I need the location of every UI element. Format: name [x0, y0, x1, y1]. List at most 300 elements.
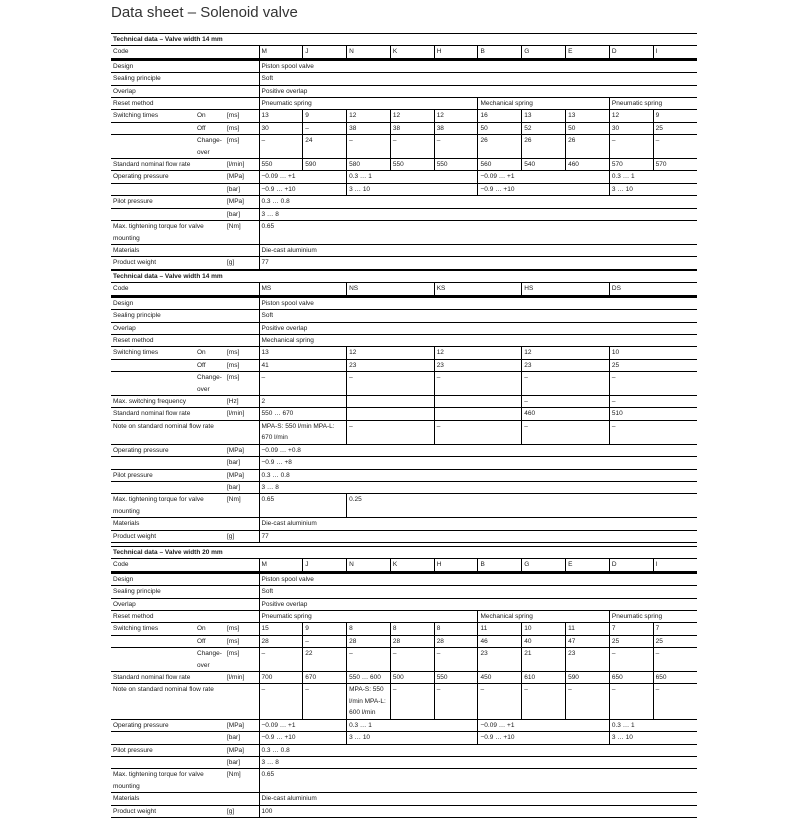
table-row: [111, 322, 697, 334]
row-label: Max. tightening torque for valve mounting: [111, 494, 225, 518]
value-cell: [347, 396, 435, 408]
row-label: Sealing principle: [111, 73, 225, 85]
value-cell: 3 … 10: [347, 183, 478, 195]
value-cell: 670: [303, 672, 347, 684]
row-sub-label: On: [195, 110, 225, 122]
row-unit: [225, 420, 259, 444]
code-header-cell: G: [522, 559, 566, 572]
technical-data-table-14mm: [111, 33, 697, 270]
value-cell: Positive overlap: [259, 85, 697, 97]
table-row: [111, 372, 697, 396]
table-row: [111, 611, 697, 623]
value-cell: 0.3 … 1: [347, 171, 478, 183]
table-row: [111, 159, 697, 171]
table-row: [111, 347, 697, 359]
row-unit: [225, 335, 259, 347]
value-cell: Mechanical spring: [259, 335, 697, 347]
value-cell: 3 … 10: [609, 732, 697, 744]
value-cell: 610: [522, 672, 566, 684]
value-cell: 590: [303, 159, 347, 171]
table-row: [111, 684, 697, 719]
row-unit: [l/min]: [225, 159, 259, 171]
row-unit: [Nm]: [225, 221, 259, 245]
value-cell: 13: [522, 110, 566, 122]
row-label: Max. switching frequency: [111, 396, 225, 408]
value-cell: 26: [566, 135, 610, 159]
row-unit: [ms]: [225, 372, 259, 396]
row-unit: [Hz]: [225, 396, 259, 408]
row-label: Reset method: [111, 335, 225, 347]
value-cell: [434, 396, 522, 408]
row-unit: [225, 98, 259, 110]
row-unit: [Nm]: [225, 494, 259, 518]
row-label: Standard nominal flow rate: [111, 408, 225, 420]
row-unit: [MPa]: [225, 719, 259, 731]
row-unit: [ms]: [225, 623, 259, 635]
value-cell: 12: [390, 110, 434, 122]
row-unit: [MPa]: [225, 196, 259, 208]
row-unit: [225, 296, 259, 309]
row-unit: [225, 572, 259, 585]
value-cell: 23: [347, 359, 435, 371]
value-cell: –: [259, 648, 303, 672]
row-label: Design: [111, 59, 225, 72]
table-row: [111, 221, 697, 245]
row-unit: [225, 518, 259, 530]
value-cell: –: [653, 135, 697, 159]
row-label: [111, 208, 225, 220]
value-cell: 28: [259, 635, 303, 647]
row-label: Overlap: [111, 85, 225, 97]
row-label: Design: [111, 296, 225, 309]
code-header-row: [111, 559, 697, 572]
table-row: [111, 598, 697, 610]
row-sub-label: Change-over: [195, 135, 225, 159]
code-header-cell: D: [609, 559, 653, 572]
code-header-cell: D: [609, 46, 653, 59]
code-header-cell: K: [390, 46, 434, 59]
value-cell: −0.9 … +8: [259, 457, 697, 469]
row-label: Design: [111, 572, 225, 585]
code-header-cell: E: [566, 46, 610, 59]
value-cell: –: [609, 684, 653, 719]
row-unit: [bar]: [225, 183, 259, 195]
value-cell: Die-cast aluminium: [259, 793, 697, 805]
code-header-cell: E: [566, 559, 610, 572]
value-cell: 0.3 … 0.8: [259, 196, 697, 208]
row-unit: [bar]: [225, 756, 259, 768]
value-cell: −0.9 … +10: [478, 732, 609, 744]
value-cell: 510: [609, 408, 697, 420]
row-sub-label: Off: [195, 635, 225, 647]
code-header-cell: J: [303, 559, 347, 572]
value-cell: Soft: [259, 586, 697, 598]
value-cell: 8: [347, 623, 391, 635]
value-cell: 21: [522, 648, 566, 672]
row-unit: [225, 793, 259, 805]
code-header-cell: KS: [434, 283, 522, 296]
value-cell: –: [478, 684, 522, 719]
row-label: Pilot pressure: [111, 744, 225, 756]
row-label: [111, 732, 225, 744]
value-cell: 28: [390, 635, 434, 647]
table-row: [111, 257, 697, 269]
row-sub-label: Change-over: [195, 372, 225, 396]
value-cell: 590: [566, 672, 610, 684]
value-cell: –: [259, 135, 303, 159]
value-cell: Pneumatic spring: [609, 611, 697, 623]
value-cell: MPA-S: 550 l/min MPA-L: 600 l/min: [347, 684, 391, 719]
row-label: [111, 359, 195, 371]
table-row: [111, 98, 697, 110]
value-cell: 25: [653, 635, 697, 647]
value-cell: –: [609, 396, 697, 408]
row-unit: [MPa]: [225, 171, 259, 183]
value-cell: 550 … 600: [347, 672, 391, 684]
row-unit: [bar]: [225, 457, 259, 469]
value-cell: Piston spool valve: [259, 59, 697, 72]
value-cell: 3 … 10: [347, 732, 478, 744]
table-row: [111, 648, 697, 672]
value-cell: 0.3 … 0.8: [259, 469, 697, 481]
table-row: [111, 469, 697, 481]
value-cell: –: [434, 684, 478, 719]
table-row: [111, 572, 697, 585]
value-cell: Positive overlap: [259, 322, 697, 334]
table-row: [111, 59, 697, 72]
table-title-row: [111, 547, 697, 559]
technical-data-table-20mm: [111, 546, 697, 818]
value-cell: –: [303, 635, 347, 647]
value-cell: 460: [566, 159, 610, 171]
value-cell: –: [522, 684, 566, 719]
value-cell: 38: [347, 122, 391, 134]
value-cell: 40: [522, 635, 566, 647]
row-label: Materials: [111, 244, 225, 256]
table-row: [111, 457, 697, 469]
value-cell: 25: [653, 122, 697, 134]
table-row: [111, 183, 697, 195]
value-cell: 15: [259, 623, 303, 635]
value-cell: 3 … 10: [609, 183, 697, 195]
row-unit: [MPa]: [225, 469, 259, 481]
row-unit: [ms]: [225, 347, 259, 359]
value-cell: –: [609, 135, 653, 159]
row-unit: [ms]: [225, 122, 259, 134]
row-unit: [g]: [225, 805, 259, 817]
value-cell: 77: [259, 257, 697, 269]
value-cell: Mechanical spring: [478, 98, 609, 110]
value-cell: –: [609, 648, 653, 672]
value-cell: 13: [259, 110, 303, 122]
row-unit: [bar]: [225, 481, 259, 493]
value-cell: Soft: [259, 310, 697, 322]
table-row: [111, 719, 697, 731]
value-cell: −0.9 … +10: [478, 183, 609, 195]
table-row: [111, 208, 697, 220]
value-cell: Pneumatic spring: [259, 611, 478, 623]
code-header-cell: I: [653, 559, 697, 572]
value-cell: 0.65: [259, 769, 697, 793]
value-cell: Die-cast aluminium: [259, 244, 697, 256]
code-header-cell: N: [347, 46, 391, 59]
value-cell: –: [259, 372, 347, 396]
row-unit: [ms]: [225, 635, 259, 647]
value-cell: –: [434, 420, 522, 444]
value-cell: 30: [609, 122, 653, 134]
value-cell: 0.3 … 1: [609, 719, 697, 731]
value-cell: 12: [609, 110, 653, 122]
code-header-row: [111, 283, 697, 296]
value-cell: 13: [259, 347, 347, 359]
value-cell: –: [303, 122, 347, 134]
row-label: Standard nominal flow rate: [111, 672, 225, 684]
value-cell: 450: [478, 672, 522, 684]
row-unit: [225, 85, 259, 97]
row-label: [111, 648, 195, 672]
row-unit: [225, 59, 259, 72]
value-cell: 12: [347, 110, 391, 122]
table-row: [111, 793, 697, 805]
value-cell: –: [347, 372, 435, 396]
value-cell: –: [434, 372, 522, 396]
value-cell: 10: [609, 347, 697, 359]
row-label: Pilot pressure: [111, 469, 225, 481]
value-cell: 650: [653, 672, 697, 684]
value-cell: 0.65: [259, 494, 347, 518]
value-cell: 26: [478, 135, 522, 159]
value-cell: Piston spool valve: [259, 572, 697, 585]
value-cell: [347, 408, 435, 420]
value-cell: 23: [434, 359, 522, 371]
table-row: [111, 494, 697, 518]
value-cell: 26: [522, 135, 566, 159]
row-unit: [bar]: [225, 208, 259, 220]
row-label: Reset method: [111, 98, 225, 110]
value-cell: 550: [390, 159, 434, 171]
table-row: [111, 396, 697, 408]
value-cell: –: [566, 684, 610, 719]
code-label: Code: [111, 46, 259, 59]
value-cell: Pneumatic spring: [259, 98, 478, 110]
row-label: Switching times: [111, 623, 195, 635]
row-label: Product weight: [111, 257, 225, 269]
value-cell: 0.3 … 1: [609, 171, 697, 183]
row-unit: [ms]: [225, 135, 259, 159]
value-cell: 550: [434, 672, 478, 684]
row-label: [111, 756, 225, 768]
row-label: Switching times: [111, 110, 195, 122]
row-unit: [225, 586, 259, 598]
row-label: Sealing principle: [111, 586, 225, 598]
row-unit: [ms]: [225, 359, 259, 371]
value-cell: MPA-S: 550 l/min MPA-L: 670 l/min: [259, 420, 347, 444]
value-cell: 0.25: [347, 494, 697, 518]
value-cell: 0.3 … 1: [347, 719, 478, 731]
value-cell: 460: [522, 408, 610, 420]
value-cell: 50: [478, 122, 522, 134]
value-cell: 3 … 8: [259, 756, 697, 768]
value-cell: 23: [566, 648, 610, 672]
row-label: Materials: [111, 793, 225, 805]
row-sub-label: Off: [195, 359, 225, 371]
code-header-row: [111, 46, 697, 59]
row-unit: [225, 322, 259, 334]
value-cell: 500: [390, 672, 434, 684]
table-row: [111, 85, 697, 97]
value-cell: 0.65: [259, 221, 697, 245]
value-cell: –: [347, 135, 391, 159]
row-label: Reset method: [111, 611, 225, 623]
value-cell: 3 … 8: [259, 208, 697, 220]
value-cell: 100: [259, 805, 697, 817]
value-cell: [434, 408, 522, 420]
row-unit: [l/min]: [225, 408, 259, 420]
value-cell: 0.3 … 0.8: [259, 744, 697, 756]
table-row: [111, 518, 697, 530]
row-unit: [Nm]: [225, 769, 259, 793]
row-label: [111, 481, 225, 493]
value-cell: Positive overlap: [259, 598, 697, 610]
table-row: [111, 805, 697, 817]
table-row: [111, 756, 697, 768]
code-header-cell: M: [259, 559, 303, 572]
value-cell: 550: [434, 159, 478, 171]
table-row: [111, 635, 697, 647]
value-cell: 16: [478, 110, 522, 122]
value-cell: 9: [653, 110, 697, 122]
table-row: [111, 672, 697, 684]
table-title: Technical data – Valve width 20 mm: [111, 547, 697, 559]
value-cell: −0.9 … +10: [259, 732, 347, 744]
value-cell: 540: [522, 159, 566, 171]
row-unit: [MPa]: [225, 744, 259, 756]
value-cell: 550: [259, 159, 303, 171]
row-sub-label: On: [195, 347, 225, 359]
code-label: Code: [111, 559, 259, 572]
row-sub-label: On: [195, 623, 225, 635]
row-label: Note on standard nominal flow rate: [111, 684, 225, 719]
table-row: [111, 296, 697, 309]
table-row: [111, 171, 697, 183]
value-cell: 41: [259, 359, 347, 371]
value-cell: 7: [609, 623, 653, 635]
value-cell: 7: [653, 623, 697, 635]
row-unit: [ms]: [225, 648, 259, 672]
table-title: Technical data – Valve width 14 mm: [111, 34, 697, 46]
row-label: [111, 135, 195, 159]
table-row: [111, 73, 697, 85]
code-header-cell: DS: [609, 283, 697, 296]
value-cell: –: [303, 684, 347, 719]
value-cell: 11: [478, 623, 522, 635]
value-cell: 22: [303, 648, 347, 672]
row-label: [111, 122, 195, 134]
code-header-cell: MS: [259, 283, 347, 296]
value-cell: 24: [303, 135, 347, 159]
value-cell: –: [390, 648, 434, 672]
value-cell: –: [653, 648, 697, 672]
value-cell: −0.09 … +1: [478, 171, 609, 183]
value-cell: 52: [522, 122, 566, 134]
value-cell: –: [390, 135, 434, 159]
value-cell: 700: [259, 672, 303, 684]
value-cell: Mechanical spring: [478, 611, 609, 623]
value-cell: −0.09 … +0.8: [259, 444, 697, 456]
table-row: [111, 623, 697, 635]
value-cell: 23: [478, 648, 522, 672]
table-row: [111, 244, 697, 256]
value-cell: 46: [478, 635, 522, 647]
table-row: [111, 135, 697, 159]
row-label: Pilot pressure: [111, 196, 225, 208]
value-cell: –: [347, 648, 391, 672]
row-label: [111, 457, 225, 469]
value-cell: 9: [303, 623, 347, 635]
code-header-cell: NS: [347, 283, 435, 296]
table-row: [111, 586, 697, 598]
row-label: [111, 183, 225, 195]
row-unit: [l/min]: [225, 672, 259, 684]
code-header-cell: K: [390, 559, 434, 572]
row-unit: [225, 310, 259, 322]
row-label: [111, 372, 195, 396]
value-cell: –: [347, 420, 435, 444]
row-unit: [225, 598, 259, 610]
value-cell: 12: [434, 110, 478, 122]
value-cell: 47: [566, 635, 610, 647]
value-cell: −0.09 … +1: [259, 719, 347, 731]
row-sub-label: Change-over: [195, 648, 225, 672]
row-unit: [bar]: [225, 732, 259, 744]
value-cell: 12: [347, 347, 435, 359]
value-cell: 8: [390, 623, 434, 635]
value-cell: 50: [566, 122, 610, 134]
value-cell: Soft: [259, 73, 697, 85]
value-cell: 8: [434, 623, 478, 635]
row-unit: [225, 684, 259, 719]
row-unit: [225, 73, 259, 85]
value-cell: −0.09 … +1: [259, 171, 347, 183]
table-row: [111, 122, 697, 134]
value-cell: 38: [434, 122, 478, 134]
code-header-cell: HS: [522, 283, 610, 296]
value-cell: –: [522, 372, 610, 396]
row-label: Overlap: [111, 598, 225, 610]
code-header-cell: H: [434, 46, 478, 59]
value-cell: 580: [347, 159, 391, 171]
table-row: [111, 359, 697, 371]
value-cell: 28: [434, 635, 478, 647]
value-cell: 10: [522, 623, 566, 635]
row-unit: [MPa]: [225, 444, 259, 456]
row-unit: [g]: [225, 257, 259, 269]
table-row: [111, 769, 697, 793]
row-label: Materials: [111, 518, 225, 530]
value-cell: Die-cast aluminium: [259, 518, 697, 530]
value-cell: –: [390, 684, 434, 719]
table-row: [111, 444, 697, 456]
row-label: Product weight: [111, 530, 225, 542]
row-label: Operating pressure: [111, 444, 225, 456]
table-title: Technical data – Valve width 14 mm: [111, 271, 697, 283]
row-sub-label: Off: [195, 122, 225, 134]
value-cell: –: [434, 648, 478, 672]
value-cell: −0.9 … +10: [259, 183, 347, 195]
code-header-cell: B: [478, 46, 522, 59]
value-cell: 560: [478, 159, 522, 171]
value-cell: 3 … 8: [259, 481, 697, 493]
